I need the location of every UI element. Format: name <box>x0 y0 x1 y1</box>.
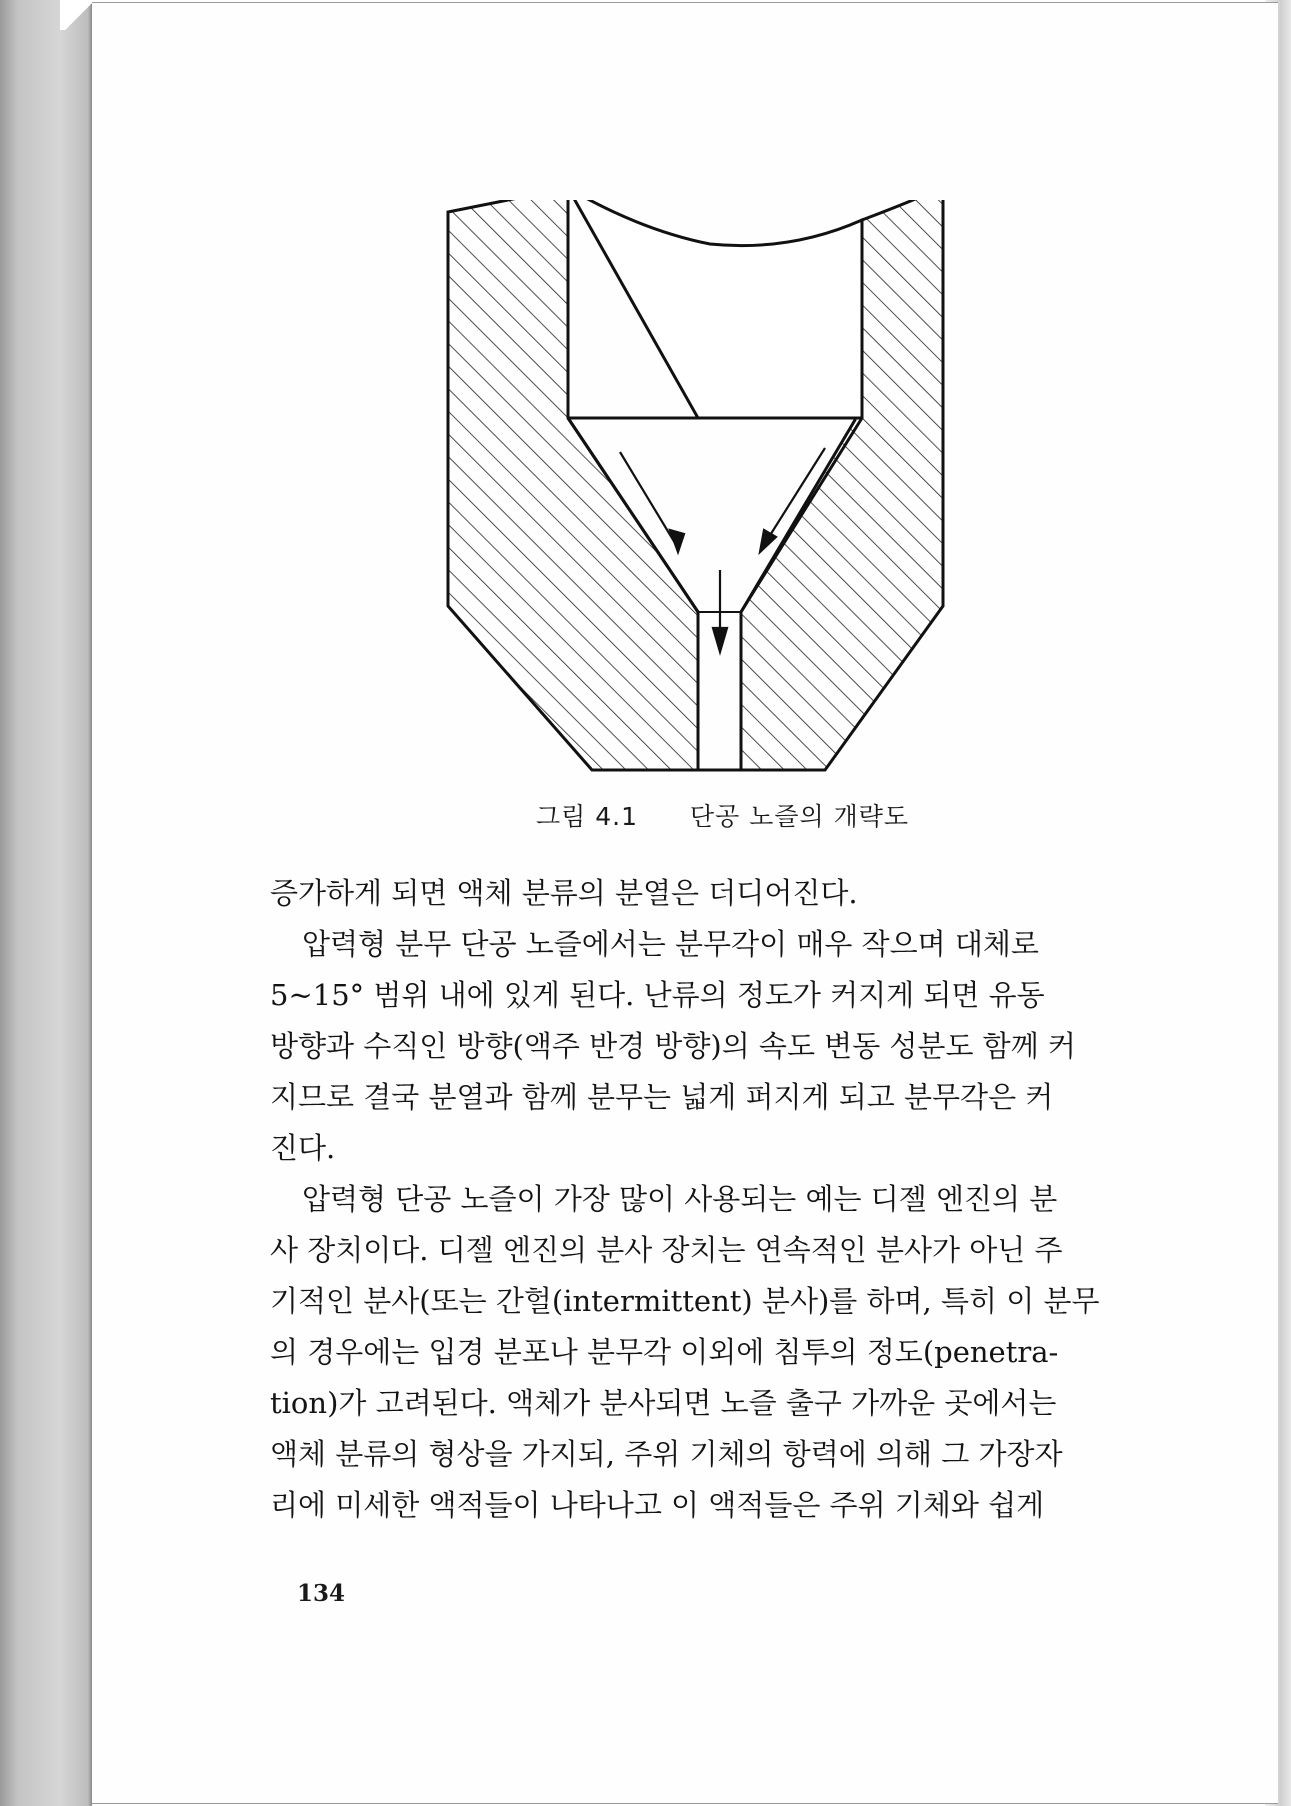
text-line: 방향과 수직인 방향(액주 반경 방향)의 속도 변동 성분도 함께 커 <box>270 1029 1076 1063</box>
text-line: 의 경우에는 입경 분포나 분무각 이외에 침투의 정도(penetra- <box>270 1335 1059 1369</box>
text-line: 사 장치이다. 디젤 엔진의 분사 장치는 연속적인 분사가 아닌 주 <box>270 1233 1063 1267</box>
text-line: 압력형 단공 노즐이 가장 많이 사용되는 예는 디젤 엔진의 분 <box>302 1182 1058 1216</box>
figure-caption-title: 단공 노즐의 개략도 <box>689 802 910 831</box>
nozzle-chamber <box>568 200 862 418</box>
text-line: 기적인 분사(또는 간헐(intermittent) 분사)를 하며, 특히 이 분무 <box>270 1284 1100 1318</box>
page-number: 134 <box>297 1580 346 1607</box>
text-line: 지므로 결국 분열과 함께 분무는 넓게 퍼지게 되고 분무각은 커 <box>270 1080 1054 1114</box>
nozzle-diagram <box>440 200 990 780</box>
text-line: 5~15° 범위 내에 있게 된다. 난류의 정도가 커지게 되면 유동 <box>270 978 1045 1012</box>
figure-caption <box>536 797 956 833</box>
text-line: 액체 분류의 형상을 가지되, 주위 기체의 항력에 의해 그 가장자 <box>270 1437 1063 1471</box>
figure-caption-label: 그림 4.1 <box>536 802 639 831</box>
text-line: 압력형 분무 단공 노즐에서는 분무각이 매우 작으며 대체로 <box>302 927 1039 961</box>
text-line: 진다. <box>270 1131 336 1165</box>
text-line: tion)가 고려된다. 액체가 분사되면 노즐 출구 가까운 곳에서는 <box>270 1386 1057 1420</box>
body-text <box>270 868 1188 1531</box>
text-line: 증가하게 되면 액체 분류의 분열은 더디어진다. <box>270 876 858 910</box>
text-line: 리에 미세한 액적들이 나타나고 이 액적들은 주위 기체와 쉽게 <box>270 1488 1045 1522</box>
book-spine <box>0 0 92 1806</box>
